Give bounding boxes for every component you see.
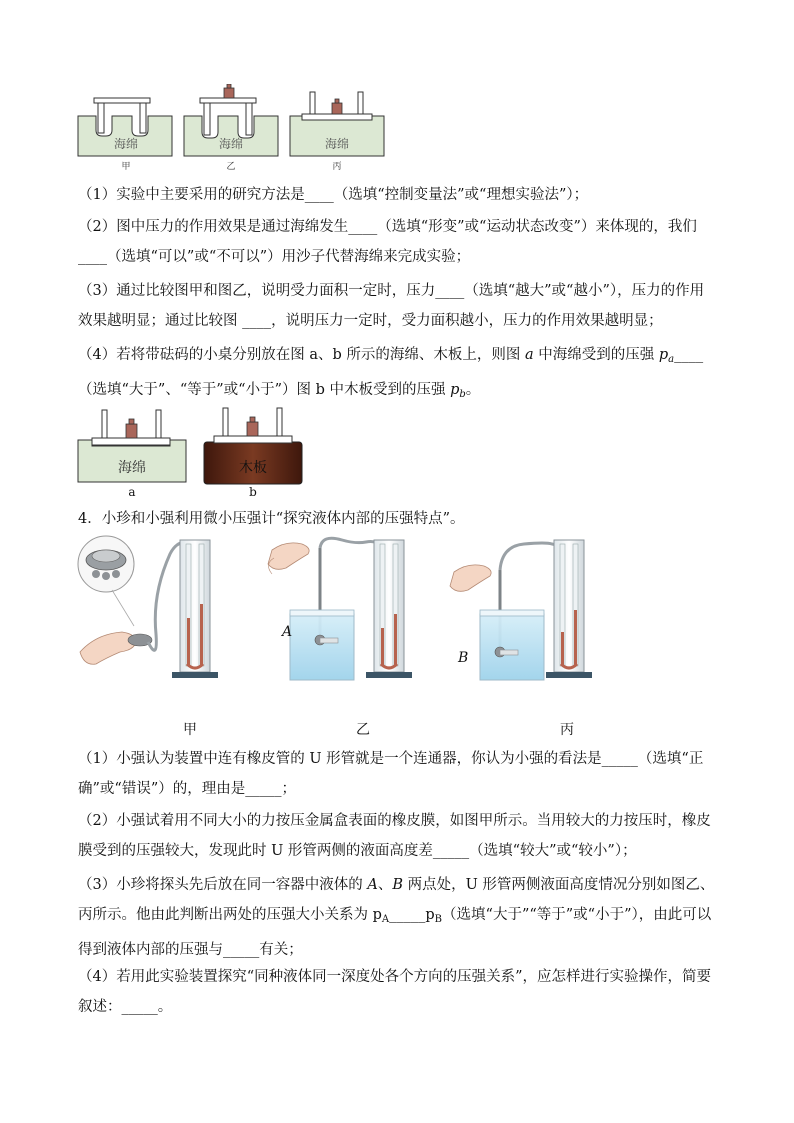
point-label-A: A bbox=[282, 624, 293, 640]
gauge-caption-jia: 甲 bbox=[183, 722, 197, 738]
figure-sponge-vs-wood bbox=[76, 404, 306, 500]
setup-gauge-yi bbox=[268, 538, 412, 680]
caption-a: a bbox=[128, 485, 136, 499]
q3-part2: （2）图中压力的作用效果是通过海绵发生____（选填“形变”或“运动状态改变”）来体现的，我们____（选填“可以”或“不可以”）用沙子代替海绵来完成实验； bbox=[78, 219, 697, 265]
q4-title: 4．小珍和小强利用微小压强计“探究液体内部的压强特点”。 bbox=[78, 511, 465, 527]
caption-yi: 乙 bbox=[226, 162, 236, 172]
q4-part2: （2）小强试着用不同大小的力按压金属盒表面的橡皮膜，如图甲所示。当用较大的力按压时，橡皮膜受到的压强较大，发现此时 U 形管两侧的液面高度差_____（选填“较大”或“较小”）； bbox=[78, 813, 711, 859]
sponge-label-3: 海绵 bbox=[324, 137, 350, 151]
point-label-B: B bbox=[458, 650, 469, 666]
gauge-captions bbox=[76, 716, 606, 742]
sponge-label-2: 海绵 bbox=[218, 137, 244, 151]
q3-part3: （3）通过比较图甲和图乙，说明受力面积一定时，压力____（选填“越大”或“越小”），压力的作用效果越明显；通过比较图 ____，说明压力一定时，受力面积越小，压力的作用效果越明显； bbox=[78, 283, 705, 329]
setup-gauge-jia bbox=[78, 536, 218, 678]
q4-part1: （1）小强认为装置中连有橡皮管的 U 形管就是一个连通器，你认为小强的看法是_____（选填“正确”或“错误”）的，理由是_____； bbox=[78, 751, 704, 797]
wood-label-b: 木板 bbox=[239, 460, 267, 476]
q4-part3: （3）小珍将探头先后放在同一容器中液体的 A、B 两点处，U 形管两侧液面高度情况分别如图乙、丙所示。他由此判断出两处的压强大小关系为 $p_A\_\_\_\_\_p_B$（选填“大于”“等于”或“小于”），由此可以得到液体内部的压强与_____有关； bbox=[78, 877, 715, 958]
gauge-caption-yi: 乙 bbox=[356, 722, 370, 738]
q4-part4: （4）若用此实验装置探究“同种液体同一深度处各个方向的压强关系”，应怎样进行实验操作，简要叙述：_____。 bbox=[78, 969, 712, 1015]
figure-pressure-gauge bbox=[76, 534, 606, 688]
figure-sponge-experiments bbox=[76, 84, 386, 174]
q3-part1: （1）实验中主要采用的研究方法是____（选填“控制变量法”或“理想实验法”）； bbox=[78, 187, 589, 203]
sponge-label-a: 海绵 bbox=[118, 460, 146, 476]
setup-gauge-bing bbox=[450, 540, 592, 680]
q3-part4: （4）若将带砝码的小桌分别放在图 a、b 所示的海绵、木板上，则图 a 中海绵受到的压强 $p_a\_\_\_\_$（选填“大于”、“等于”或“小于”）图 b 中木板受到的压强 $p_b$。 bbox=[78, 347, 704, 400]
caption-b: b bbox=[249, 485, 257, 499]
caption-jia: 甲 bbox=[121, 162, 131, 172]
sponge-label-1: 海绵 bbox=[113, 137, 139, 151]
gauge-caption-bing: 丙 bbox=[560, 722, 574, 738]
caption-bing: 丙 bbox=[332, 162, 342, 172]
